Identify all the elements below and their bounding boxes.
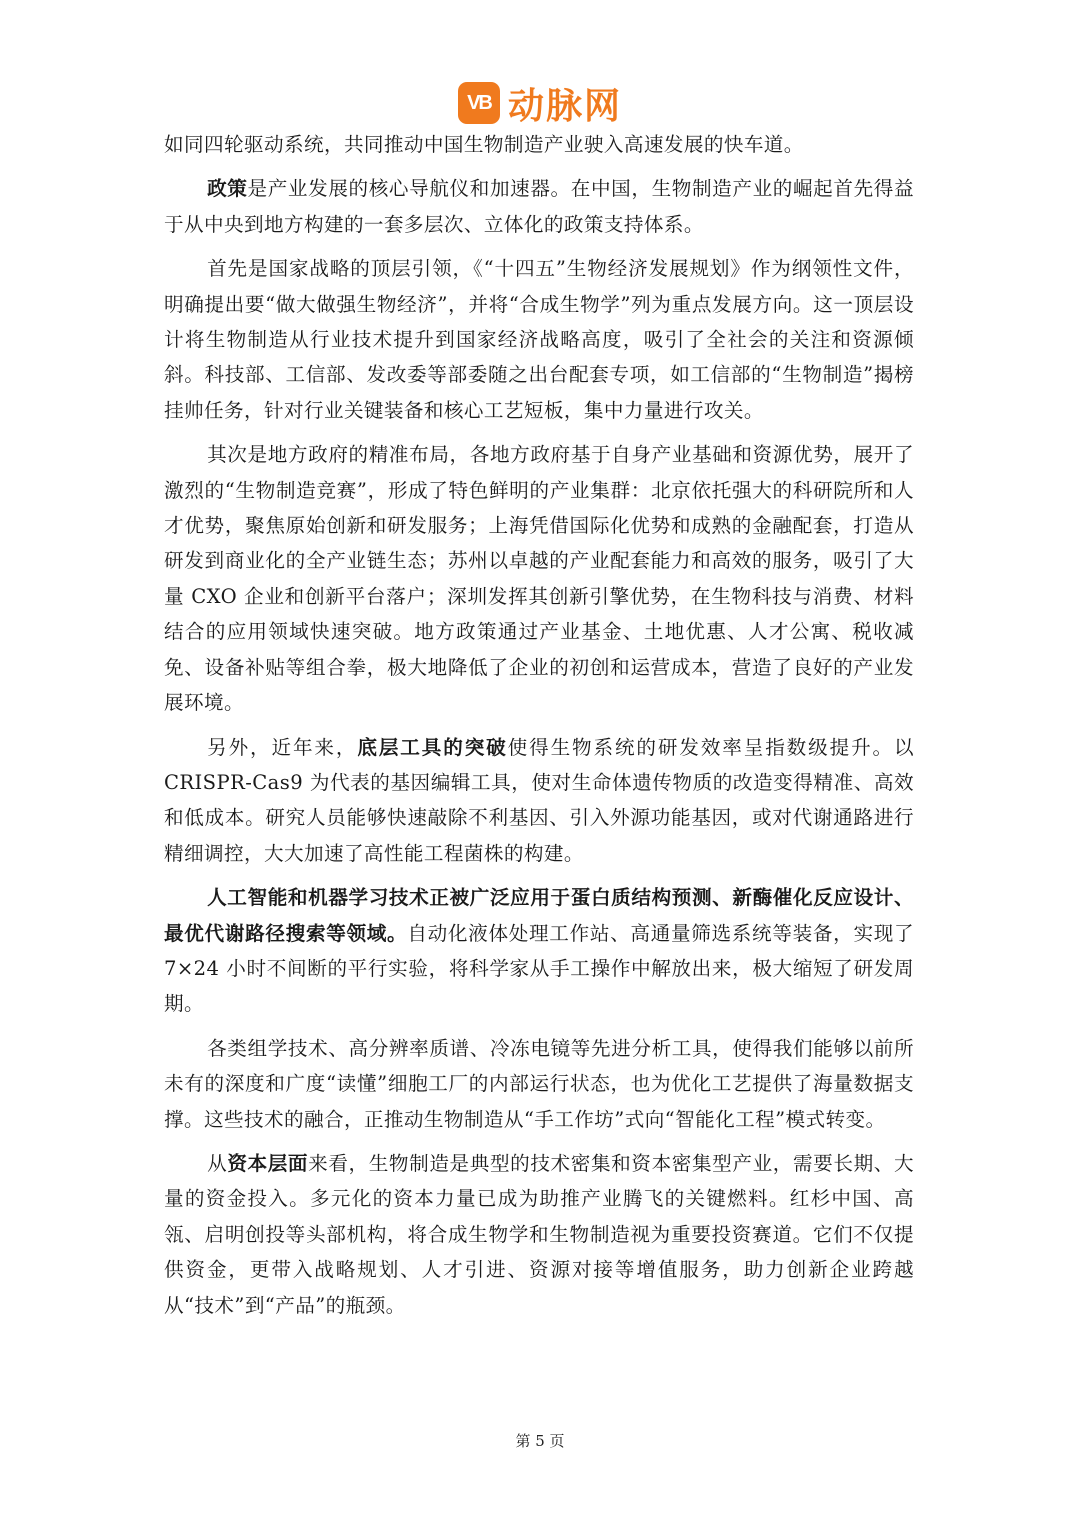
paragraph-local-government: [164, 437, 914, 720]
paragraph-analysis-tools: [164, 1031, 914, 1137]
page-number: 第 5 页: [515, 1432, 565, 1450]
paragraph-tools: [164, 730, 914, 872]
paragraph-text: 从: [207, 1151, 228, 1175]
bold-term: 资本层面: [227, 1151, 309, 1175]
brand-name: 动脉网: [507, 85, 622, 127]
paragraph-text: 来看，生物制造是典型的技术密集和资本密集型产业，需要长期、大量的资金投入。多元化的资本力量已成为助推产业腾飞的关键燃料。红杉中国、高瓴、启明创投等头部机构，将合成生物学和生物制造视为重要投资赛道。它们不仅提供资金，更带入战略规划、人才引进、资源对接等增值服务，助力创新企业跨越从“技术”到“产品”的瓶颈。: [164, 1151, 914, 1317]
paragraph-text: 其次是地方政府的精准布局，各地方政府基于自身产业基础和资源优势，展开了激烈的“生物制造竞赛”，形成了特色鲜明的产业集群：北京依托强大的科研院所和人才优势，聚焦原始创新和研发服务；上海凭借国际化优势和成熟的金融配套，打造从研发到商业化的全产业链生态；苏州以卓越的产业配套能力和高效的服务，吸引了大量 CXO 企业和创新平台落户；深圳发挥其创新引擎优势，在生物科技与消费、材料结合的应用领域快速突破。地方政策通过产业基金、土地优惠、人才公寓、税收减免、设备补贴等组合拳，极大地降低了企业的初创和运营成本，营造了良好的产业发展环境。: [164, 443, 914, 715]
paragraph-text: 自动化液体处理工作站、高通量筛选系统等装备，实现了 7×24 小时不间断的平行实验，将科学家从手工操作中解放出来，极大缩短了研发周期。: [164, 921, 914, 1016]
paragraph-ai: [164, 880, 914, 1022]
bold-term: 政策: [207, 177, 248, 201]
bold-term: 底层工具的突破: [357, 735, 508, 759]
brand-header: [0, 78, 1080, 128]
paragraph-text: 首先是国家战略的顶层引领，《“十四五”生物经济发展规划》作为纲领性文件，明确提出要“做大做强生物经济”，并将“合成生物学”列为重点发展方向。这一顶层设计将生物制造从行业技术提升到国家经济战略高度，吸引了全社会的关注和资源倾斜。科技部、工信部、发改委等部委随之出台配套专项，如工信部的“生物制造”揭榜挂帅任务，针对行业关键装备和核心工艺短板，集中力量进行攻关。: [164, 257, 914, 422]
paragraph-text: 如同四轮驱动系统，共同推动中国生物制造产业驶入高速发展的快车道。: [164, 133, 804, 156]
paragraph-capital: [164, 1146, 914, 1323]
bold-term: 人工智能和机器学习技术正被广泛应用于蛋白质结构预测、新酶催化反应设计、最优代谢路径搜索等领域。: [164, 886, 914, 945]
paragraph-text: 是产业发展的核心导航仪和加速器。在中国，生物制造产业的崛起首先得益于从中央到地方构建的一套多层次、立体化的政策支持体系。: [164, 177, 914, 236]
paragraph-text: 各类组学技术、高分辨率质谱、冷冻电镜等先进分析工具，使得我们能够以前所未有的深度和广度“读懂”细胞工厂的内部运行状态，也为优化工艺提供了海量数据支撑。这些技术的融合，正推动生物制造从“手工作坊”式向“智能化工程”模式转变。: [164, 1036, 914, 1131]
logo-icon: VB: [458, 82, 500, 124]
document-body: [164, 127, 914, 1323]
paragraph-text: 另外，近年来，: [207, 735, 358, 759]
paragraph-text: 使得生物系统的研发效率呈指数级提升。以 CRISPR-Cas9 为代表的基因编辑工具，使对生命体遗传物质的改造变得精准、高效和低成本。研究人员能够快速敲除不利基因、引入外源功能基因，或对代谢通路进行精细调控，大大加速了高性能工程菌株的构建。: [164, 735, 914, 865]
paragraph-policy: [164, 171, 914, 242]
paragraph-national-strategy: [164, 251, 914, 428]
paragraph-continuation: [164, 127, 914, 162]
